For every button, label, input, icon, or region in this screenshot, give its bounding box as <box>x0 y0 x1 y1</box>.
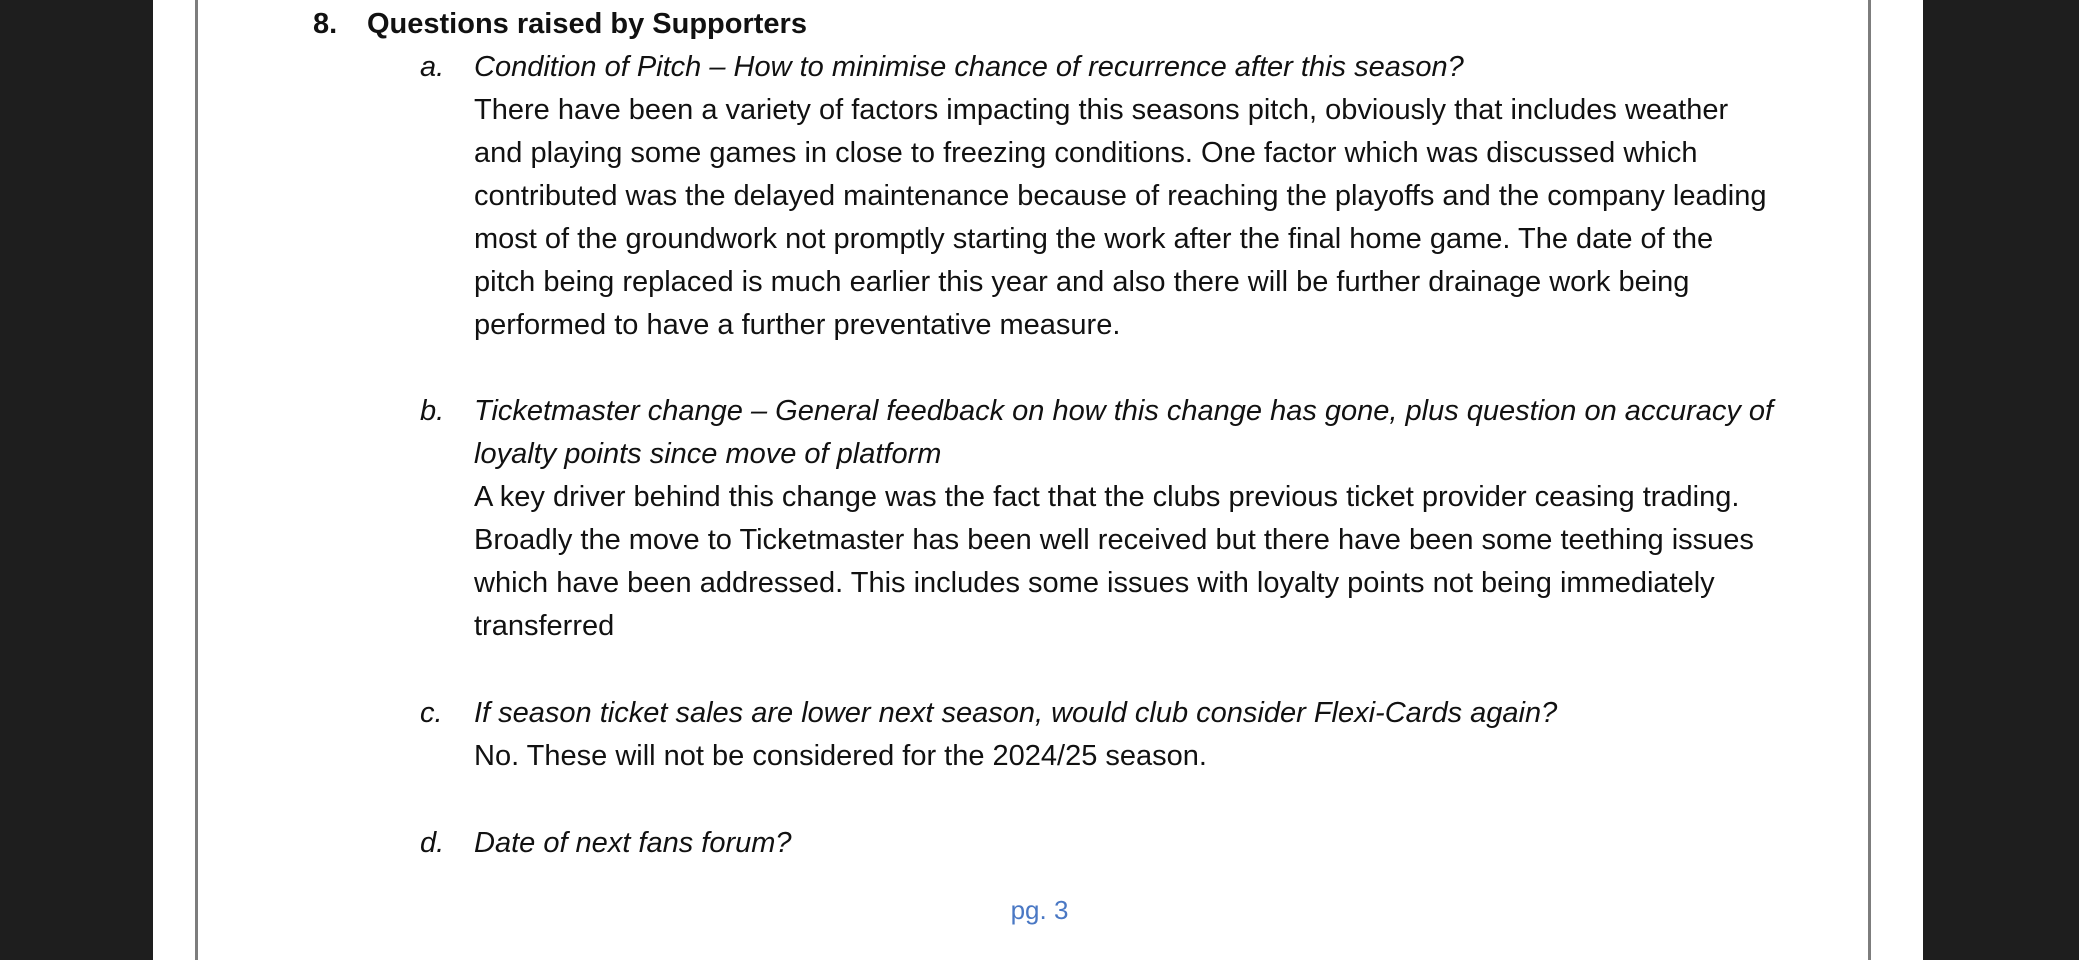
section-number: 8. <box>313 8 338 40</box>
page-number: pg. 3 <box>1010 895 1069 925</box>
item-d-question: Date of next fans forum? <box>474 827 792 859</box>
item-a-answer-line: There have been a variety of factors impacting this seasons pitch, obviously that includes weather <box>474 94 1729 126</box>
item-c-question: If season ticket sales are lower next season, would club consider Flexi-Cards again? <box>474 697 1558 729</box>
item-d-marker: d. <box>420 827 445 859</box>
item-a-answer-line: contributed was the delayed maintenance because of reaching the playoffs and the company leading <box>474 180 1767 212</box>
section-title: Questions raised by Supporters <box>367 8 807 40</box>
item-a-question: Condition of Pitch – How to minimise chance of recurrence after this season? <box>474 51 1464 83</box>
viewer-background-left <box>0 0 153 960</box>
item-a-answer-line: and playing some games in close to freezing conditions. One factor which was discussed which <box>474 137 1698 169</box>
item-c-marker: c. <box>420 697 443 729</box>
item-c-answer-line: No. These will not be considered for the 2024/25 season. <box>474 740 1207 772</box>
viewer-background-right <box>1923 0 2079 960</box>
item-a-marker: a. <box>420 51 445 83</box>
item-b-answer-line: which have been addressed. This includes some issues with loyalty points not being immediately <box>474 567 1715 599</box>
item-a-answer-line: most of the groundwork not promptly starting the work after the final home game. The date of the <box>474 223 1714 255</box>
item-b-question-line: Ticketmaster change – General feedback on how this change has gone, plus question on accuracy of <box>474 395 1774 427</box>
item-b-answer-line: A key driver behind this change was the fact that the clubs previous ticket provider ceasing trading. <box>474 481 1740 513</box>
item-b-question-line: loyalty points since move of platform <box>474 438 942 470</box>
item-a-answer-line: pitch being replaced is much earlier this year and also there will be further drainage work being <box>474 266 1690 298</box>
item-b-marker: b. <box>420 395 445 427</box>
item-b-answer-line: Broadly the move to Ticketmaster has been well received but there have been some teething issues <box>474 524 1754 556</box>
item-b-answer-line: transferred <box>474 610 615 642</box>
item-a-answer-line: performed to have a further preventative measure. <box>474 309 1121 341</box>
